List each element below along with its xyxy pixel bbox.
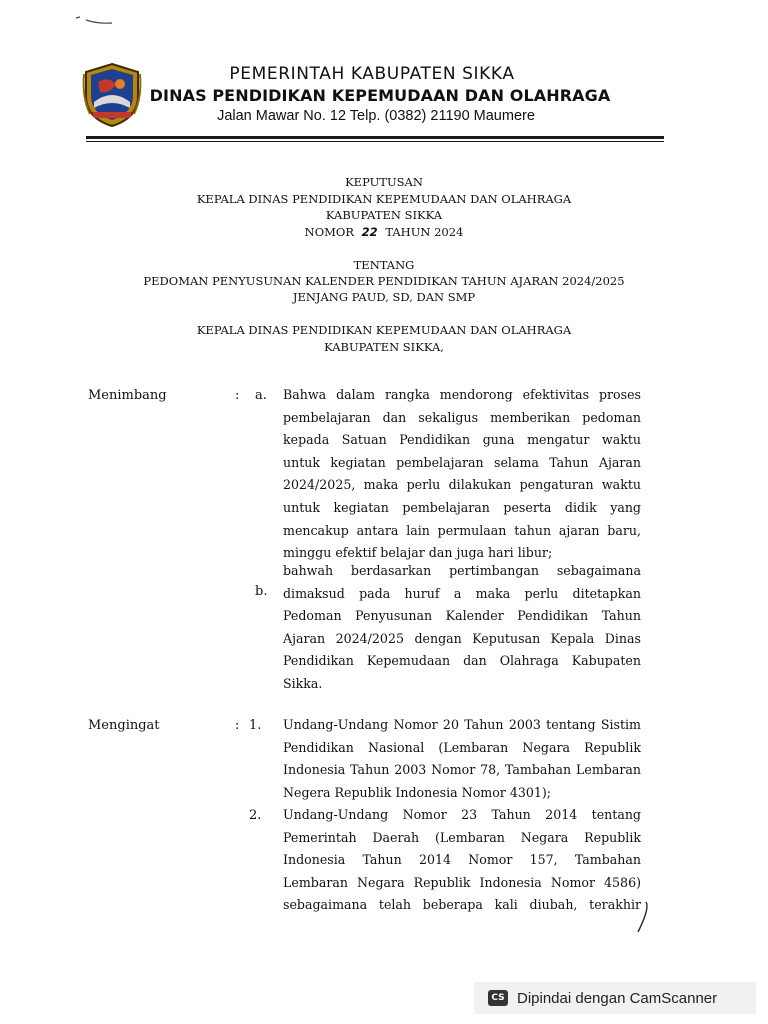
text-line: Indonesia Tahun 2003 Nomor 78, Tambahan Lembaran — [283, 762, 641, 778]
text-line: Indonesia Tahun 2014 Nomor 157, Tambahan — [283, 852, 641, 868]
text-line: kepada Satuan Pendidikan guna mengatur waktu — [283, 432, 641, 448]
decree-issuer: KEPALA DINAS PENDIDIKAN KEPEMUDAAN DAN OLAHRAGA — [196, 192, 572, 206]
text-line: Bahwa dalam rangka mendorong efektivitas proses — [283, 387, 641, 402]
decree-number-year: TAHUN 2024 — [385, 225, 464, 239]
pen-scribble-mark — [74, 14, 118, 30]
letterhead-department: DINAS PENDIDIKAN KEPEMUDAAN DAN OLAHRAGA — [149, 86, 611, 105]
letterhead-government: PEMERINTAH KABUPATEN SIKKA — [229, 64, 515, 84]
menimbang-colon: : — [235, 388, 240, 403]
text-line: dimaksud pada huruf a maka perlu ditetapkan — [283, 585, 641, 601]
text-line: Pendidikan Kepemudaan dan Olahraga Kabupaten — [283, 653, 641, 669]
paraf-initial-mark — [628, 898, 652, 936]
text-line: Sikka. — [283, 675, 323, 691]
text-line: Negera Republik Indonesia Nomor 4301); — [283, 784, 552, 800]
tentang-subject-line1: PEDOMAN PENYUSUNAN KALENDER PENDIDIKAN TAHUN AJARAN 2024/2025 — [143, 274, 625, 288]
authority-line2: KABUPATEN SIKKA, — [324, 340, 444, 354]
text-line: Pemerintah Daerah (Lembaran Negara Republik — [283, 829, 641, 845]
menimbang-item-b-marker: b. — [255, 584, 268, 599]
tentang-subject-line2: JENJANG PAUD, SD, DAN SMP — [292, 290, 476, 304]
decree-number-prefix: NOMOR — [304, 225, 354, 239]
text-line: sebagaimana telah beberapa kali diubah, terakhir — [283, 897, 641, 913]
menimbang-item-b-text — [283, 560, 641, 696]
text-line: minggu efektif belajar dan juga hari libur; — [283, 545, 553, 561]
menimbang-item-a-text — [283, 384, 641, 565]
mengingat-item-2-text — [283, 804, 641, 917]
mengingat-colon: : — [235, 718, 240, 733]
camscanner-text: Dipindai dengan CamScanner — [517, 989, 718, 1007]
menimbang-item-a-marker: a. — [255, 388, 267, 403]
letterhead-divider-thick — [86, 136, 664, 139]
text-line: Undang-Undang Nomor 20 Tahun 2003 tentang Sistim — [283, 717, 641, 732]
decree-number-value: 22 — [361, 225, 378, 239]
decree-title: KEPUTUSAN — [345, 175, 423, 189]
text-line: untuk kegiatan pembelajaran selama Tahun Ajaran — [283, 454, 641, 470]
text-line: 2024/2025, maka perlu dilakukan pengaturan waktu — [283, 477, 641, 493]
text-line: Pendidikan Nasional (Lembaran Negara Republik — [283, 739, 641, 755]
text-line: Lembaran Negara Republik Indonesia Nomor 4586) — [283, 874, 641, 890]
text-line: pembelajaran dan sekaligus memberikan pedoman — [283, 409, 641, 425]
decree-number — [0, 225, 768, 239]
text-line: bahwah berdasarkan pertimbangan sebagaimana — [283, 563, 641, 578]
camscanner-logo-icon: CS — [488, 990, 508, 1006]
text-line: untuk kegiatan pembelajaran peserta didik yang — [283, 499, 641, 515]
letterhead-address: Jalan Mawar No. 12 Telp. (0382) 21190 Maumere — [217, 108, 535, 124]
letterhead-divider-thin — [86, 141, 664, 142]
decree-region: KABUPATEN SIKKA — [325, 208, 443, 222]
text-line: Ajaran 2024/2025 dengan Keputusan Kepala Dinas — [283, 630, 641, 646]
camscanner-watermark — [474, 982, 756, 1014]
text-line: mencakup antara lain permulaan tahun ajaran baru, — [283, 522, 641, 538]
menimbang-label: Menimbang — [88, 388, 167, 403]
mengingat-label: Mengingat — [88, 718, 160, 733]
mengingat-item-1-text — [283, 714, 641, 804]
kabupaten-sikka-emblem-icon — [80, 62, 144, 128]
tentang-label: TENTANG — [353, 258, 415, 272]
text-line: Pedoman Penyusunan Kalender Pendidikan Tahun — [283, 608, 641, 624]
text-line: Undang-Undang Nomor 23 Tahun 2014 tentang — [283, 807, 641, 822]
mengingat-item-1-marker: 1. — [249, 718, 262, 733]
mengingat-item-2-marker: 2. — [249, 808, 262, 823]
authority-line1: KEPALA DINAS PENDIDIKAN KEPEMUDAAN DAN OLAHRAGA — [196, 323, 572, 337]
